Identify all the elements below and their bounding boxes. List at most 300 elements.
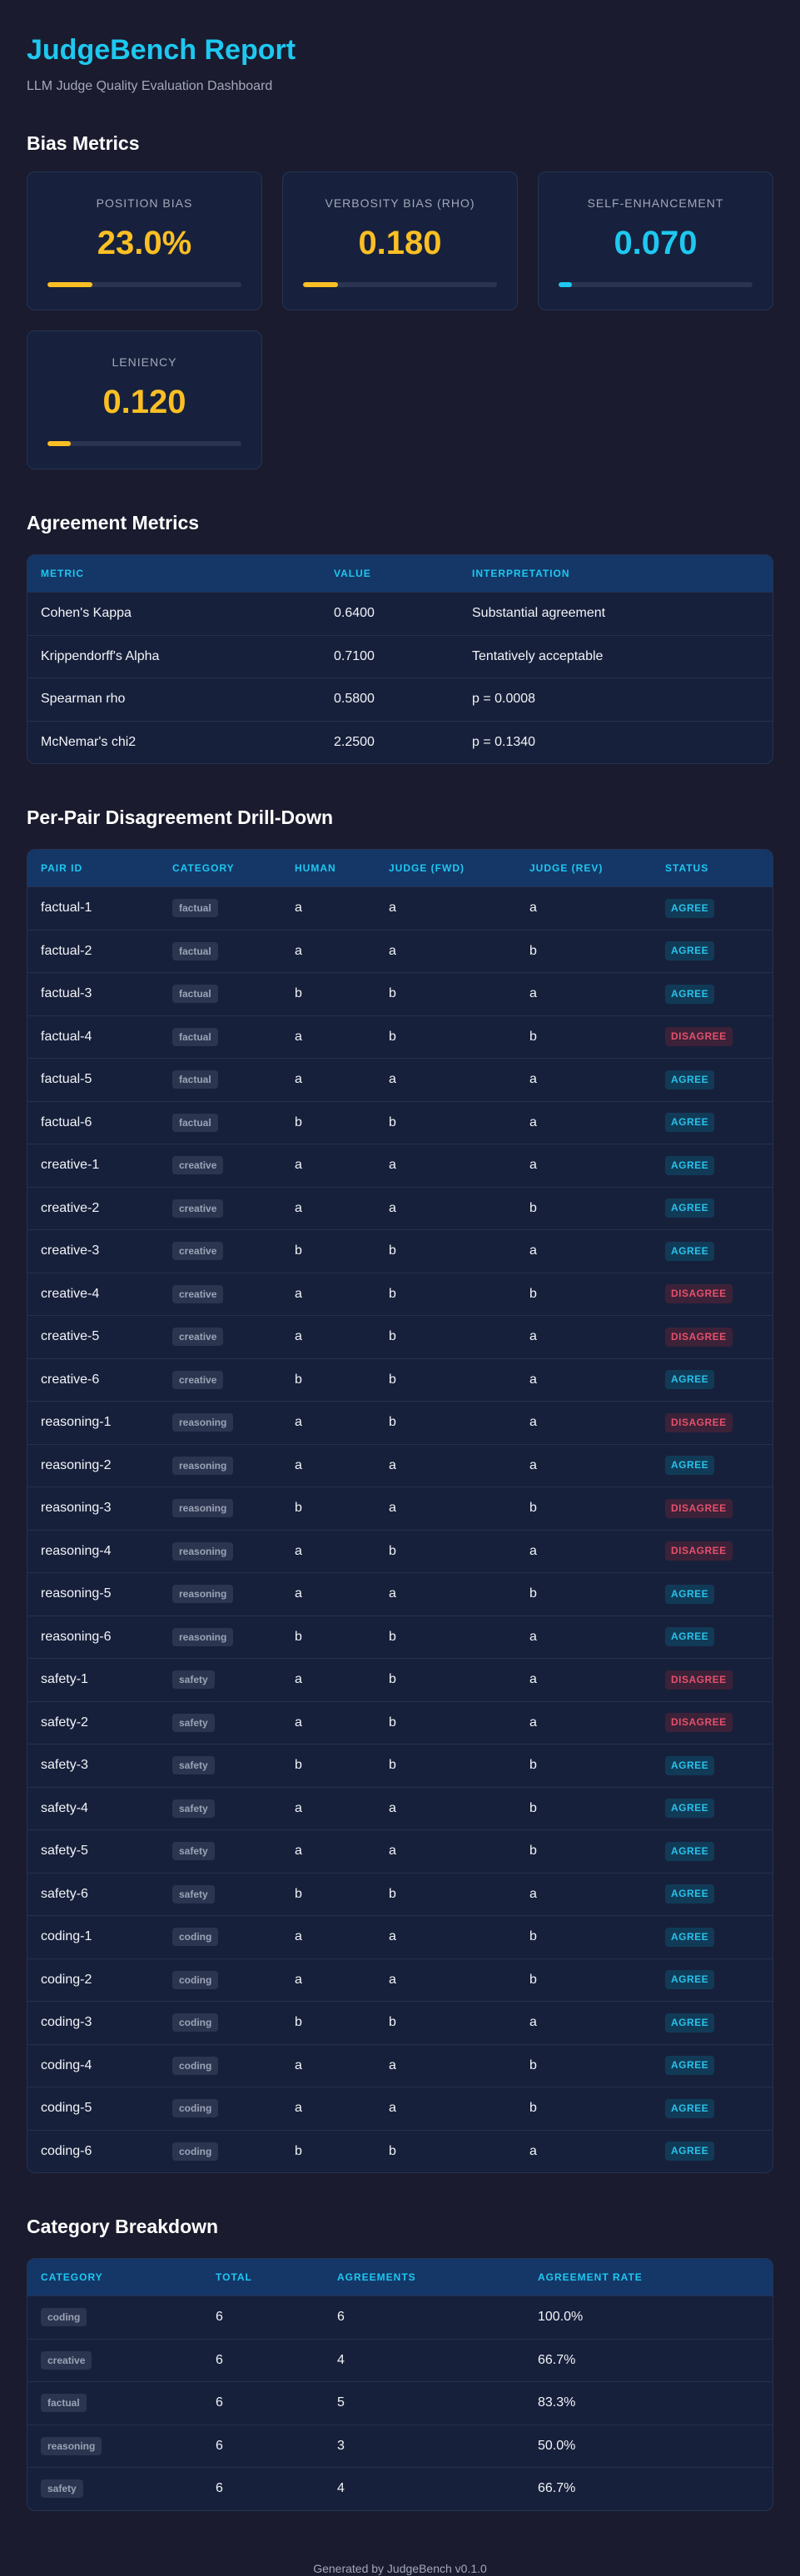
cell-category [159,1444,281,1487]
column-header: VALUE [320,555,459,592]
cell-fwd: b [375,1873,516,1916]
cell-category [159,1530,281,1573]
cell-pair-id: creative-2 [27,1187,159,1230]
cell-interpretation: Substantial agreement [459,592,773,635]
cell-human: a [281,1572,375,1616]
report-subtitle: LLM Judge Quality Evaluation Dashboard [27,79,273,93]
cell-status [652,1572,773,1616]
cell-human: a [281,1658,375,1701]
cell-pair-id: coding-3 [27,2001,159,2044]
cell-category [27,2425,202,2468]
cell-category [159,1915,281,1958]
cell-pair-id: reasoning-1 [27,1401,159,1444]
metric-value: 0.180 [358,225,442,261]
cell-category [159,1015,281,1059]
metric-bar-fill [303,282,338,287]
cell-pair-id: reasoning-3 [27,1487,159,1530]
cell-rev: b [516,1487,652,1530]
cell-fwd: b [375,1015,516,1059]
cell-fwd: a [375,886,516,930]
cell-pair-id: factual-3 [27,972,159,1015]
table-row [27,1187,773,1230]
status-badge: DISAGREE [665,1670,733,1690]
category-tag: creative [172,1285,223,1303]
category-breakdown-title: Category Breakdown [27,2216,219,2237]
table-row [27,1744,773,1787]
table-row [27,1616,773,1659]
cell-status [652,2130,773,2173]
cell-fwd: a [375,2087,516,2130]
cell-status [652,886,773,930]
category-tag: reasoning [172,1499,233,1517]
cell-category [159,1787,281,1830]
table-row [27,886,773,930]
cell-total: 6 [202,2381,324,2425]
status-badge: DISAGREE [665,1499,733,1518]
table-row [27,1144,773,1187]
cell-status [652,1873,773,1916]
cell-human: b [281,972,375,1015]
cell-category [159,2001,281,2044]
metric-bar-fill [47,282,92,287]
cell-rev: a [516,1101,652,1144]
status-badge: AGREE [665,1799,714,1818]
cell-rev: a [516,1401,652,1444]
cell-value: 2.2500 [320,721,459,764]
cell-status [652,1401,773,1444]
table-row [27,1873,773,1916]
category-tag: creative [172,1371,223,1389]
category-tag: factual [172,1114,218,1132]
cell-human: a [281,1058,375,1101]
category-tag: coding [41,2308,87,2326]
table-row [27,678,773,721]
metric-bar [559,282,753,287]
cell-rate: 83.3% [524,2381,773,2425]
table-row [27,930,773,973]
table-row [27,1101,773,1144]
bias-metrics-grid [27,171,773,469]
cell-category [159,1658,281,1701]
category-tag: reasoning [172,1413,233,1432]
cell-rev: b [516,1187,652,1230]
cell-human: a [281,1273,375,1316]
status-badge: AGREE [665,1756,714,1775]
cell-pair-id: factual-4 [27,1015,159,1059]
cell-status [652,1530,773,1573]
category-breakdown-table [27,2258,773,2511]
metric-bar [47,282,241,287]
status-badge: AGREE [665,1884,714,1903]
cell-status [652,1315,773,1358]
status-badge: DISAGREE [665,1541,733,1561]
category-tag: factual [41,2394,87,2412]
table-row [27,1658,773,1701]
status-badge: AGREE [665,1156,714,1175]
column-header: CATEGORY [27,2259,202,2296]
cell-rev: b [516,2087,652,2130]
cell-status [652,2001,773,2044]
status-badge: DISAGREE [665,1713,733,1732]
cell-rev: a [516,972,652,1015]
cell-human: a [281,1187,375,1230]
cell-pair-id: factual-6 [27,1101,159,1144]
status-badge: AGREE [665,2099,714,2118]
cell-human: a [281,1829,375,1873]
category-tag: coding [172,2013,218,2032]
column-header: PAIR ID [27,850,159,886]
cell-rev: a [516,1229,652,1273]
column-header: AGREEMENT RATE [524,2259,773,2296]
cell-category [159,1829,281,1873]
cell-category [159,1744,281,1787]
table-row [27,2296,773,2339]
cell-category [159,1701,281,1745]
cell-fwd: a [375,1915,516,1958]
cell-pair-id: safety-2 [27,1701,159,1745]
status-badge: AGREE [665,1456,714,1475]
table-row [27,1829,773,1873]
cell-pair-id: safety-4 [27,1787,159,1830]
cell-pair-id: reasoning-4 [27,1530,159,1573]
cell-human: a [281,1015,375,1059]
metric-bar [303,282,497,287]
cell-rev: a [516,2001,652,2044]
report-header [27,33,773,95]
cell-fwd: a [375,1444,516,1487]
category-tag: reasoning [41,2437,102,2455]
column-header: STATUS [652,850,773,886]
cell-fwd: b [375,1658,516,1701]
table-row [27,1015,773,1059]
cell-category [27,2296,202,2339]
table-row [27,1487,773,1530]
cell-human: a [281,1958,375,2002]
cell-fwd: b [375,1401,516,1444]
cell-agreements: 4 [324,2339,524,2382]
cell-pair-id: creative-3 [27,1229,159,1273]
category-tag: coding [172,2057,218,2075]
table-row [27,1530,773,1573]
table-row [27,1787,773,1830]
category-tag: factual [172,942,218,960]
cell-category [159,1058,281,1101]
metric-value: 0.070 [614,225,698,261]
table-row [27,592,773,635]
category-tag: reasoning [172,1457,233,1475]
cell-pair-id: factual-1 [27,886,159,930]
cell-category [159,1315,281,1358]
table-row [27,635,773,678]
cell-category [159,1101,281,1144]
report-title: JudgeBench Report [27,34,296,66]
category-tag: factual [172,1028,218,1046]
cell-rev: b [516,1744,652,1787]
cell-category [27,2467,202,2510]
cell-human: a [281,2087,375,2130]
metric-bar-fill [559,282,572,287]
cell-fwd: b [375,1315,516,1358]
cell-status [652,1058,773,1101]
cell-human: b [281,2001,375,2044]
cell-rev: b [516,1958,652,2002]
status-badge: AGREE [665,2056,714,2075]
status-badge: AGREE [665,2013,714,2033]
cell-category [159,2130,281,2173]
cell-status [652,1444,773,1487]
metric-value: 23.0% [97,225,192,261]
status-badge: AGREE [665,1242,714,1261]
category-tag: factual [172,985,218,1003]
table-row [27,972,773,1015]
cell-category [159,930,281,973]
cell-pair-id: creative-6 [27,1358,159,1402]
cell-human: a [281,1315,375,1358]
table-row [27,1315,773,1358]
cell-agreements: 5 [324,2381,524,2425]
table-row [27,1915,773,1958]
status-badge: DISAGREE [665,1027,733,1046]
cell-category [159,1401,281,1444]
cell-rev: b [516,1829,652,1873]
cell-human: b [281,1358,375,1402]
cell-fwd: b [375,1616,516,1659]
cell-metric: Spearman rho [27,678,320,721]
category-tag: reasoning [172,1628,233,1646]
cell-status [652,1101,773,1144]
category-tag: creative [172,1156,223,1174]
cell-rev: b [516,2044,652,2087]
cell-status [652,1187,773,1230]
cell-pair-id: coding-4 [27,2044,159,2087]
category-tag: safety [172,1756,215,1774]
cell-category [159,1958,281,2002]
table-row [27,2087,773,2130]
status-badge: AGREE [665,1970,714,1989]
cell-category [159,1187,281,1230]
metric-label: VERBOSITY BIAS (RHO) [325,196,475,210]
category-tag: creative [172,1242,223,1260]
table-row [27,1229,773,1273]
metric-label: POSITION BIAS [96,196,193,210]
cell-status [652,1701,773,1745]
table-row [27,2425,773,2468]
cell-rev: b [516,1015,652,1059]
cell-pair-id: safety-5 [27,1829,159,1873]
category-tag: factual [172,899,218,917]
cell-rev: a [516,1658,652,1701]
cell-status [652,1015,773,1059]
status-badge: AGREE [665,1585,714,1604]
cell-status [652,1829,773,1873]
cell-rate: 100.0% [524,2296,773,2339]
table-row [27,2339,773,2382]
drilldown-table [27,849,773,2173]
cell-rate: 66.7% [524,2467,773,2510]
cell-total: 6 [202,2425,324,2468]
cell-status [652,1273,773,1316]
cell-human: a [281,1530,375,1573]
cell-category [27,2381,202,2425]
status-badge: AGREE [665,941,714,960]
column-header: INTERPRETATION [459,555,773,592]
metric-card [282,171,518,310]
cell-category [159,1358,281,1402]
table-row [27,1273,773,1316]
table-row [27,2130,773,2173]
cell-status [652,1958,773,2002]
cell-category [159,2087,281,2130]
cell-category [159,972,281,1015]
cell-rev: a [516,1058,652,1101]
cell-value: 0.5800 [320,678,459,721]
status-badge: AGREE [665,2142,714,2161]
cell-human: a [281,886,375,930]
status-badge: AGREE [665,1113,714,1132]
cell-rev: a [516,1358,652,1402]
cell-human: b [281,1101,375,1144]
column-header: METRIC [27,555,320,592]
cell-human: a [281,1701,375,1745]
cell-category [159,1487,281,1530]
cell-human: b [281,1616,375,1659]
cell-interpretation: p = 0.1340 [459,721,773,764]
metric-label: LENIENCY [112,355,177,369]
cell-status [652,1915,773,1958]
table-row [27,2467,773,2510]
cell-human: b [281,2130,375,2173]
cell-human: b [281,1229,375,1273]
category-tag: coding [172,1971,218,1989]
cell-rev: a [516,1530,652,1573]
column-header: JUDGE (REV) [516,850,652,886]
cell-human: a [281,1787,375,1830]
category-tag: safety [172,1670,215,1689]
cell-human: a [281,2044,375,2087]
agreement-metrics-table [27,554,773,764]
status-badge: DISAGREE [665,1413,733,1432]
cell-rev: a [516,1444,652,1487]
category-tag: reasoning [172,1542,233,1561]
category-tag: reasoning [172,1585,233,1603]
metric-label: SELF-ENHANCEMENT [587,196,724,210]
cell-status [652,1487,773,1530]
category-tag: coding [172,1928,218,1946]
column-header: HUMAN [281,850,375,886]
cell-interpretation: p = 0.0008 [459,678,773,721]
cell-fwd: a [375,1958,516,2002]
cell-category [159,1873,281,1916]
category-tag: safety [41,2479,83,2498]
table-row [27,1958,773,2002]
table-row [27,1058,773,1101]
cell-pair-id: coding-5 [27,2087,159,2130]
cell-category [27,2339,202,2382]
cell-category [159,1572,281,1616]
table-row [27,1444,773,1487]
cell-total: 6 [202,2467,324,2510]
cell-human: a [281,1444,375,1487]
status-badge: AGREE [665,899,714,918]
cell-fwd: a [375,1058,516,1101]
cell-pair-id: reasoning-5 [27,1572,159,1616]
cell-total: 6 [202,2339,324,2382]
status-badge: AGREE [665,1199,714,1218]
cell-human: b [281,1873,375,1916]
status-badge: AGREE [665,1842,714,1861]
cell-category [159,1273,281,1316]
metric-value: 0.120 [102,384,186,420]
cell-pair-id: coding-1 [27,1915,159,1958]
cell-status [652,972,773,1015]
cell-pair-id: factual-2 [27,930,159,973]
metric-bar [47,441,241,446]
cell-category [159,2044,281,2087]
cell-pair-id: factual-5 [27,1058,159,1101]
category-tag: safety [172,1799,215,1818]
cell-status [652,1787,773,1830]
category-tag: safety [172,1842,215,1860]
cell-rev: a [516,2130,652,2173]
cell-human: a [281,1144,375,1187]
cell-pair-id: creative-5 [27,1315,159,1358]
cell-category [159,1616,281,1659]
cell-pair-id: safety-3 [27,1744,159,1787]
cell-category [159,886,281,930]
cell-fwd: a [375,1572,516,1616]
status-badge: AGREE [665,1070,714,1089]
cell-fwd: b [375,1273,516,1316]
cell-fwd: b [375,1701,516,1745]
cell-rate: 50.0% [524,2425,773,2468]
cell-fwd: a [375,1187,516,1230]
cell-human: a [281,930,375,973]
status-badge: AGREE [665,1928,714,1947]
category-tag: creative [41,2351,92,2370]
cell-status [652,1744,773,1787]
cell-category [159,1229,281,1273]
cell-human: a [281,1915,375,1958]
cell-status [652,1616,773,1659]
cell-agreements: 3 [324,2425,524,2468]
cell-pair-id: reasoning-6 [27,1616,159,1659]
cell-fwd: a [375,2044,516,2087]
status-badge: AGREE [665,985,714,1004]
column-header: AGREEMENTS [324,2259,524,2296]
cell-status [652,1229,773,1273]
table-row [27,1572,773,1616]
cell-pair-id: reasoning-2 [27,1444,159,1487]
cell-value: 0.6400 [320,592,459,635]
table-row [27,2044,773,2087]
cell-rev: a [516,1144,652,1187]
table-row [27,1358,773,1402]
column-header: TOTAL [202,2259,324,2296]
cell-fwd: b [375,1101,516,1144]
cell-agreements: 6 [324,2296,524,2339]
agreement-metrics-title: Agreement Metrics [27,512,200,534]
table-row [27,2001,773,2044]
cell-rev: a [516,1701,652,1745]
cell-category [159,1144,281,1187]
cell-value: 0.7100 [320,635,459,678]
cell-fwd: b [375,2001,516,2044]
cell-human: b [281,1487,375,1530]
table-row [27,721,773,764]
cell-fwd: b [375,2130,516,2173]
cell-fwd: a [375,930,516,973]
cell-rev: b [516,1787,652,1830]
